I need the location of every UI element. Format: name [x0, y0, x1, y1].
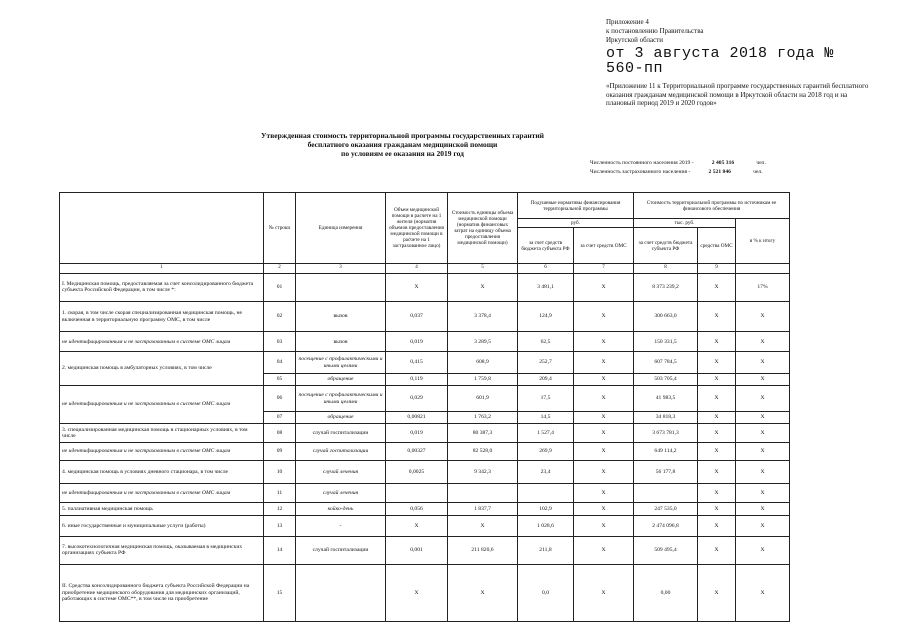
header-total-cost: Стоимость территориальной программы по источникам ее финансового обеспечения — [634, 193, 790, 219]
row-name: 4. медицинская помощь в условиях дневного стационара, в том числе — [60, 461, 264, 484]
row-percent: 17% — [736, 273, 790, 301]
col-num — [736, 264, 790, 274]
row-total-budget: 56 177,8 — [634, 461, 698, 484]
table-row — [60, 515, 790, 536]
row-total-budget: 509 495,4 — [634, 536, 698, 564]
title-line-2: бесплатного оказания гражданам медицинской помощи — [307, 140, 498, 149]
population-total-value: 2 405 316 — [711, 160, 735, 166]
row-unit: койко-день — [296, 502, 386, 515]
col-num: 6 — [518, 264, 574, 274]
row-cost — [448, 484, 518, 503]
row-volume: 0,415 — [386, 352, 448, 374]
population-total-label: Численность постоянного населения 2019 - — [590, 160, 694, 166]
row-total-oms: X — [698, 565, 736, 622]
row-no: 13 — [264, 515, 296, 536]
row-per-capita-oms: X — [574, 412, 634, 424]
row-percent: X — [736, 424, 790, 443]
row-unit: случай лечения — [296, 484, 386, 503]
row-cost: 3 378,4 — [448, 301, 518, 332]
population-insured-value: 2 521 846 — [708, 169, 731, 175]
table-row — [60, 301, 790, 332]
row-volume: 0,119 — [386, 373, 448, 385]
row-unit: случай госпитализации — [296, 424, 386, 443]
header-unit: Единица измерения — [296, 193, 386, 264]
row-volume: 0,019 — [386, 424, 448, 443]
table-row — [60, 536, 790, 564]
row-percent: X — [736, 301, 790, 332]
row-total-budget: 247 535,0 — [634, 502, 698, 515]
row-unit: случай госпитализации — [296, 442, 386, 461]
row-name: 2. медицинская помощь в амбулаторных условиях, в том числе — [60, 352, 264, 386]
row-total-budget: 649 114,2 — [634, 442, 698, 461]
row-volume: 0,029 — [386, 385, 448, 411]
row-per-capita-oms: X — [574, 442, 634, 461]
row-name: не идентифицированным и не застрахованным в системе ОМС лицам — [60, 332, 264, 352]
row-unit: вызов — [296, 301, 386, 332]
row-no: 11 — [264, 484, 296, 503]
column-number-row — [60, 264, 790, 274]
table-row — [60, 332, 790, 352]
row-cost: X — [448, 565, 518, 622]
row-unit: посещение с профилактическими и иными целями — [296, 352, 386, 374]
row-volume: X — [386, 273, 448, 301]
row-per-capita-budget: 3 481,1 — [518, 273, 574, 301]
row-per-capita-budget: 1 028,6 — [518, 515, 574, 536]
row-per-capita-budget: 209,4 — [518, 373, 574, 385]
row-total-oms: X — [698, 515, 736, 536]
row-unit: обращение — [296, 412, 386, 424]
row-cost: 211 820,6 — [448, 536, 518, 564]
row-cost: X — [448, 515, 518, 536]
row-cost: 1 759,8 — [448, 373, 518, 385]
row-per-capita-budget: 17,5 — [518, 385, 574, 411]
appendix-date: от 3 августа 2018 года № 560-пп — [606, 45, 835, 77]
row-per-capita-oms: X — [574, 385, 634, 411]
row-no: 01 — [264, 273, 296, 301]
row-unit — [296, 565, 386, 622]
row-unit: случай лечения — [296, 461, 386, 484]
row-total-budget: 8 373 239,2 — [634, 273, 698, 301]
row-per-capita-oms: X — [574, 352, 634, 374]
appendix-line-1: Приложение 4 — [606, 18, 649, 26]
row-per-capita-budget: 62,5 — [518, 332, 574, 352]
row-total-oms: X — [698, 352, 736, 374]
row-no: 15 — [264, 565, 296, 622]
population-insured-unit: чел. — [753, 169, 763, 175]
row-per-capita-oms: X — [574, 484, 634, 503]
table-row — [60, 565, 790, 622]
row-volume: 0,019 — [386, 332, 448, 352]
row-percent: X — [736, 442, 790, 461]
row-per-capita-oms: X — [574, 565, 634, 622]
row-unit: посещение с профилактическими и иными целями — [296, 385, 386, 411]
row-total-oms: X — [698, 385, 736, 411]
row-total-oms: X — [698, 424, 736, 443]
row-name: 1. скорая, в том числе скорая специализированная медицинская помощь, не включенная в территориальную программу ОМС, в том числе — [60, 301, 264, 332]
row-per-capita-oms: X — [574, 515, 634, 536]
population-total-unit: чел. — [756, 160, 766, 166]
row-total-oms: X — [698, 442, 736, 461]
row-per-capita-budget: 0,0 — [518, 565, 574, 622]
row-percent: X — [736, 385, 790, 411]
row-total-oms: X — [698, 461, 736, 484]
row-per-capita-oms: X — [574, 502, 634, 515]
row-no: 12 — [264, 502, 296, 515]
header-volume: Объем медицинской помощи в расчете на 1 жителя (норматив объемов предоставления медицинской помощи в расчете на 1 застрахованное лицо) — [386, 193, 448, 264]
col-num: 3 — [296, 264, 386, 274]
cost-table — [59, 192, 790, 622]
row-per-capita-oms: X — [574, 424, 634, 443]
header-rub: руб. — [518, 219, 634, 228]
row-volume: 0,037 — [386, 301, 448, 332]
table-row — [60, 273, 790, 301]
header-cost: Стоимость единицы объема медицинской помощи (норматив финансовых затрат на единицу объема предоставления медицинской помощи) — [448, 193, 518, 264]
row-percent: X — [736, 536, 790, 564]
row-percent: X — [736, 352, 790, 374]
row-cost: 82 528,0 — [448, 442, 518, 461]
row-name: 6. иные государственные и муниципальные услуги (работы) — [60, 515, 264, 536]
row-total-budget: 41 983,5 — [634, 385, 698, 411]
row-total-oms: X — [698, 273, 736, 301]
table-row — [60, 442, 790, 461]
row-volume: X — [386, 565, 448, 622]
row-per-capita-budget: 211,8 — [518, 536, 574, 564]
row-per-capita-budget: 102,9 — [518, 502, 574, 515]
row-unit: случай госпитализации — [296, 536, 386, 564]
col-num: 5 — [448, 264, 518, 274]
row-volume: 0,00327 — [386, 442, 448, 461]
row-per-capita-oms: X — [574, 461, 634, 484]
row-volume: X — [386, 515, 448, 536]
table-row — [60, 385, 790, 411]
row-name: не идентифицированным и не застрахованным в системе ОМС лицам — [60, 484, 264, 503]
row-total-oms: X — [698, 412, 736, 424]
col-num: 8 — [634, 264, 698, 274]
row-volume: 0,0025 — [386, 461, 448, 484]
row-no: 05 — [264, 373, 296, 385]
row-volume: 0,001 — [386, 536, 448, 564]
row-percent: X — [736, 484, 790, 503]
row-per-capita-oms: X — [574, 301, 634, 332]
row-total-budget: 2 474 096,8 — [634, 515, 698, 536]
row-per-capita-oms: X — [574, 273, 634, 301]
row-no: 02 — [264, 301, 296, 332]
row-no: 09 — [264, 442, 296, 461]
row-name: II. Средства консолидированного бюджета субъекта Российской Федерации на приобретение медицинского оборудования для медицинских организаций, работающих в системе ОМС**, в том числе на приобретение — [60, 565, 264, 622]
appendix-line-3: Иркутской области — [606, 36, 664, 44]
row-cost: 9 342,3 — [448, 461, 518, 484]
row-per-capita-budget: 14,5 — [518, 412, 574, 424]
row-no: 07 — [264, 412, 296, 424]
col-num: 7 — [574, 264, 634, 274]
row-no: 14 — [264, 536, 296, 564]
col-num: 1 — [60, 264, 264, 274]
header-name — [60, 193, 264, 264]
row-no: 08 — [264, 424, 296, 443]
appendix-block — [606, 18, 876, 108]
col-num: 4 — [386, 264, 448, 274]
header-per-capita: Подушевые нормативы финансирования территориальной программы — [518, 193, 634, 219]
row-no: 03 — [264, 332, 296, 352]
table-row — [60, 424, 790, 443]
row-name: I. Медицинская помощь, предоставляемая за счет консолидированного бюджета субъекта Российской Федерации, в том числе *: — [60, 273, 264, 301]
header-row-no: № строки — [264, 193, 296, 264]
row-total-oms: X — [698, 484, 736, 503]
row-percent: X — [736, 502, 790, 515]
row-cost: 1 763,2 — [448, 412, 518, 424]
document-title — [230, 131, 575, 158]
row-no: 06 — [264, 385, 296, 411]
row-unit: - — [296, 515, 386, 536]
row-percent: X — [736, 373, 790, 385]
row-total-budget: 607 784,5 — [634, 352, 698, 374]
population-insured — [590, 169, 763, 176]
row-per-capita-budget — [518, 484, 574, 503]
row-total-budget: 300 663,0 — [634, 301, 698, 332]
row-total-budget: 3 673 781,3 — [634, 424, 698, 443]
col-num: 2 — [264, 264, 296, 274]
row-cost: 601,9 — [448, 385, 518, 411]
col-num: 9 — [698, 264, 736, 274]
row-total-budget: 150 331,5 — [634, 332, 698, 352]
row-cost: 3 289,5 — [448, 332, 518, 352]
row-percent: X — [736, 332, 790, 352]
header-total-oms: средства ОМС — [698, 228, 736, 264]
row-unit — [296, 273, 386, 301]
row-cost: X — [448, 273, 518, 301]
row-unit: вызов — [296, 332, 386, 352]
table-row — [60, 352, 790, 374]
appendix-line-2: к постановлению Правительства — [606, 27, 704, 35]
header-per-capita-oms: за счет средств ОМС — [574, 228, 634, 264]
row-per-capita-budget: 269,9 — [518, 442, 574, 461]
row-per-capita-budget: 252,7 — [518, 352, 574, 374]
row-total-budget — [634, 484, 698, 503]
row-percent: X — [736, 515, 790, 536]
row-total-oms: X — [698, 332, 736, 352]
row-cost: 1 837,7 — [448, 502, 518, 515]
row-percent: X — [736, 461, 790, 484]
row-total-oms: X — [698, 301, 736, 332]
row-volume: 0,00821 — [386, 412, 448, 424]
row-per-capita-budget: 23,4 — [518, 461, 574, 484]
appendix-quote: «Приложение 11 к Территориальной программе государственных гарантий бесплатного оказания гражданам медицинской помощи в Иркутской области на 2018 год и на плановый период 2019 и 2020 годов» — [606, 82, 869, 107]
table-row — [60, 502, 790, 515]
row-name: 5. паллиативная медицинская помощь — [60, 502, 264, 515]
row-total-budget: 34 818,3 — [634, 412, 698, 424]
row-name: не идентифицированным и не застрахованным в системе ОМС лицам — [60, 385, 264, 423]
row-total-oms: X — [698, 373, 736, 385]
header-total-budget: за счет средств бюджета субъекта РФ — [634, 228, 698, 264]
row-no: 10 — [264, 461, 296, 484]
population-total — [590, 160, 766, 167]
row-percent: X — [736, 565, 790, 622]
header-per-capita-budget: за счет средств бюджета субъекта РФ — [518, 228, 574, 264]
header-percent: в % к итогу — [736, 219, 790, 264]
row-percent: X — [736, 412, 790, 424]
title-line-3: по условиям ее оказания на 2019 год — [341, 149, 464, 158]
row-per-capita-oms: X — [574, 332, 634, 352]
row-volume: 0,056 — [386, 502, 448, 515]
row-per-capita-budget: 124,9 — [518, 301, 574, 332]
population-insured-label: Численность застрахованного населения - — [590, 169, 691, 175]
row-total-budget: 0,00 — [634, 565, 698, 622]
row-per-capita-budget: 1 527,4 — [518, 424, 574, 443]
row-name: 3. специализированная медицинская помощь в стационарных условиях, в том числе — [60, 424, 264, 443]
row-name: 7. высокотехнологичная медицинская помощь, оказываемая в медицинских организациях субъекта РФ — [60, 536, 264, 564]
row-name: не идентифицированным и не застрахованным в системе ОМС лицам — [60, 442, 264, 461]
title-line-1: Утвержденная стоимость территориальной программы государственных гарантий — [261, 131, 544, 140]
row-cost: 608,9 — [448, 352, 518, 374]
row-total-oms: X — [698, 536, 736, 564]
row-total-budget: 503 705,4 — [634, 373, 698, 385]
table-row — [60, 461, 790, 484]
header-thous-rub: тыс. руб. — [634, 219, 736, 228]
row-per-capita-oms: X — [574, 536, 634, 564]
row-per-capita-oms: X — [574, 373, 634, 385]
row-unit: обращение — [296, 373, 386, 385]
row-cost: 80 387,3 — [448, 424, 518, 443]
row-total-oms: X — [698, 502, 736, 515]
row-no: 04 — [264, 352, 296, 374]
table-row — [60, 484, 790, 503]
row-volume — [386, 484, 448, 503]
